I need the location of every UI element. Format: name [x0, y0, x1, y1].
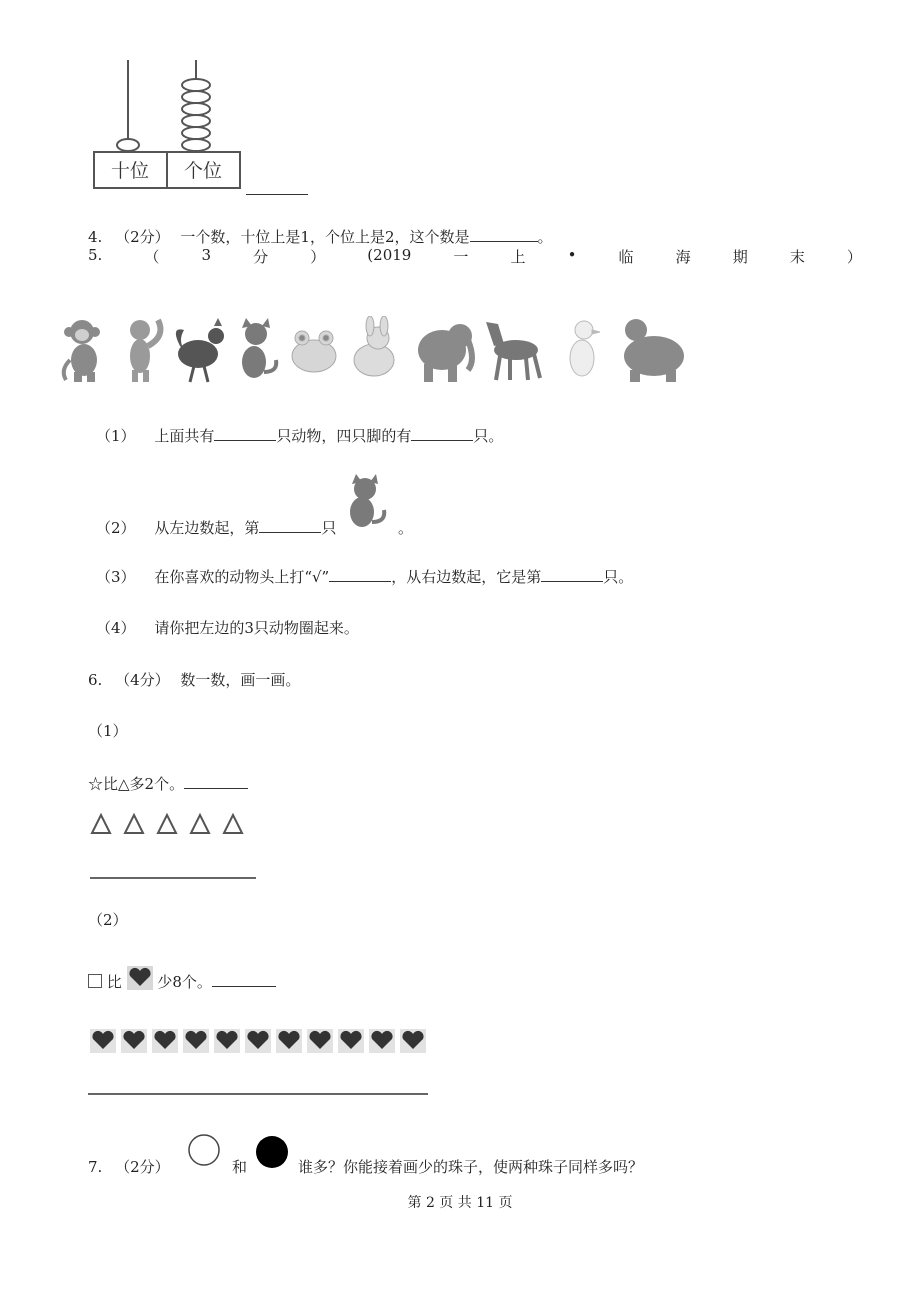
heart-icon [400, 1029, 426, 1053]
q6-part-1-statement: ☆比△多2个。 [88, 773, 248, 794]
monkey-icon [64, 320, 100, 382]
question-6 [88, 669, 300, 690]
triangle-icon [92, 815, 110, 833]
heart-row [88, 1028, 428, 1054]
q6-2-blank[interactable] [212, 972, 276, 987]
q5-token: （ [144, 248, 160, 266]
q5-3-blank-b[interactable] [541, 567, 603, 582]
cat-icon [338, 472, 394, 530]
q4-score: （2分） [115, 228, 170, 246]
q5-token: • [567, 246, 577, 264]
part-label: （3） [96, 568, 136, 586]
heart-icon [152, 1029, 178, 1053]
abacus-bead [182, 79, 210, 91]
q5-token: 海 [675, 248, 691, 266]
q6-title: 数一数，画一画。 [180, 671, 301, 689]
q5-token: 一 [453, 248, 469, 266]
q5-token: (2019 [367, 246, 412, 264]
heart-icon [127, 966, 153, 990]
q5-part-3: （3） 在你喜欢的动物头上打“√” ，从右边数起，它是第 只。 [96, 568, 634, 586]
q6-score: （4分） [115, 671, 170, 689]
q7-and: 和 [232, 1158, 248, 1176]
square-icon [88, 974, 102, 988]
q5-token: ） [310, 248, 326, 266]
q5-part-4: （4） 请你把左边的3只动物圈起来。 [96, 619, 359, 637]
squirrel-icon [130, 320, 160, 382]
triangle-icon [191, 815, 209, 833]
q7-score: （2分） [115, 1158, 170, 1176]
heart-icon [338, 1029, 364, 1053]
part-label: （4） [96, 619, 136, 637]
q5-2-blank[interactable] [259, 518, 321, 533]
abacus-bead [182, 139, 210, 151]
q5-token: 期 [732, 248, 748, 266]
ones-label: 个位 [183, 160, 223, 182]
duck-icon [570, 321, 600, 376]
frog-icon [292, 331, 336, 372]
triangle-icon [125, 815, 143, 833]
triangle-icon [158, 815, 176, 833]
q6-number: 6. [88, 671, 103, 689]
abacus-answer-blank[interactable] [246, 180, 308, 195]
abacus-bead [182, 103, 210, 115]
q5-token: 临 [618, 248, 634, 266]
rabbit-icon [354, 316, 394, 376]
heart-icon [369, 1029, 395, 1053]
animal-row [56, 316, 700, 386]
q5-part-1: （1） 上面共有 只动物，四只脚的有 只。 [96, 427, 504, 445]
rooster-icon [176, 318, 224, 382]
q5-3-blank-a[interactable] [329, 567, 391, 582]
q6-1-answer-line[interactable] [90, 877, 256, 879]
part-label: （1） [96, 427, 136, 445]
q5-token: ） [846, 248, 862, 266]
heart-icon [245, 1029, 271, 1053]
elephant-icon [418, 324, 472, 382]
q4-text: 一个数，十位上是1，个位上是2，这个数是 [180, 228, 470, 246]
triangle-icon [224, 815, 242, 833]
q5-token: 末 [789, 248, 805, 266]
q4-number: 4. [88, 228, 103, 246]
abacus-figure [92, 56, 244, 192]
heart-icon [276, 1029, 302, 1053]
q5-token: 分 [253, 248, 269, 266]
horse-icon [486, 322, 540, 380]
q4-answer-blank[interactable] [470, 227, 538, 242]
q6-part-1-label: （1） [88, 722, 128, 740]
question-7 [88, 1156, 170, 1177]
q7-number: 7. [88, 1158, 103, 1176]
cat-icon [242, 318, 276, 378]
tens-label: 十位 [110, 160, 150, 182]
heart-icon [90, 1029, 116, 1053]
q5-token: 上 [510, 248, 526, 266]
q5-1-blank-b[interactable] [411, 426, 473, 441]
triangle-row [88, 812, 258, 838]
heart-icon [121, 1029, 147, 1053]
white-bead-icon [186, 1132, 222, 1168]
abacus-bead [182, 91, 210, 103]
abacus-bead [182, 127, 210, 139]
black-bead-icon [254, 1134, 290, 1170]
page-footer: 第 2 页 共 11 页 [407, 1195, 513, 1211]
heart-icon [183, 1029, 209, 1053]
q5-token: 3 [201, 246, 212, 264]
q5-part-2: （2） 从左边数起，第 只 [96, 519, 337, 537]
q5-1-blank-a[interactable] [214, 426, 276, 441]
q6-1-blank[interactable] [184, 774, 248, 789]
heart-icon [214, 1029, 240, 1053]
q6-part-2-statement: 比 少8个。 [88, 966, 276, 992]
q7-question: 谁多？你能接着画少的珠子，使两种珠子同样多吗？ [298, 1158, 644, 1176]
part-label: （2） [96, 519, 136, 537]
q5-header [88, 246, 862, 267]
q6-part-2-label: （2） [88, 911, 128, 929]
question-4: 4. （2分） 一个数，十位上是1，个位上是2，这个数是 。 [88, 228, 553, 246]
heart-icon [307, 1029, 333, 1053]
turtle-icon [624, 319, 684, 382]
abacus-bead [117, 139, 139, 151]
q5-token: 5. [88, 246, 103, 264]
abacus-bead [182, 115, 210, 127]
q6-2-answer-line[interactable] [88, 1093, 428, 1095]
